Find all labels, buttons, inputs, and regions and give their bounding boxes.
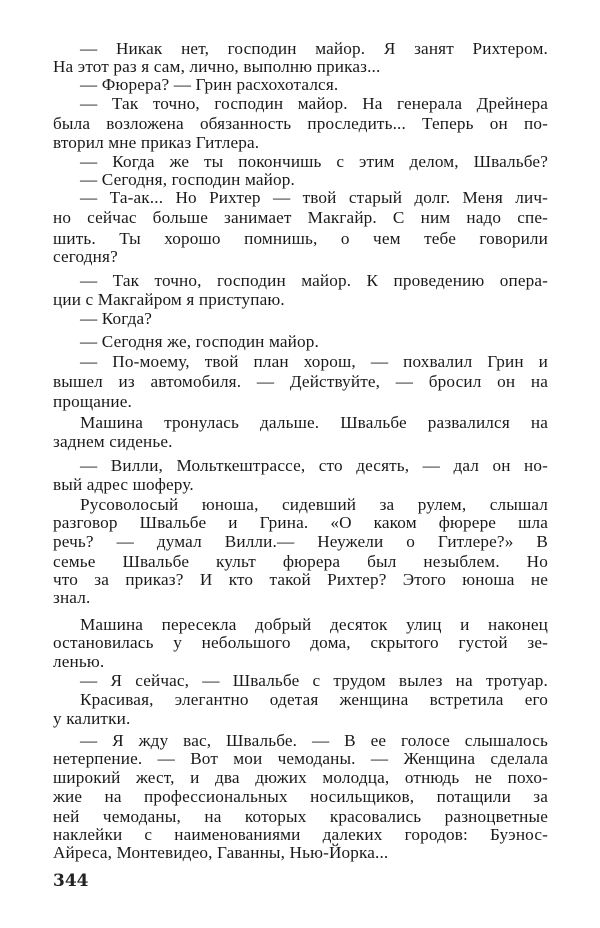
text-line: Айреса, Монтевидео, Гаванны, Нью-Йорка... [53,843,389,862]
text-line: ленью. [53,652,105,671]
text-line: у калитки. [53,709,131,728]
text-line: — Фюрера? — Грин расхохотался. [80,75,339,94]
text-line: На этот раз я сам, лично, выполню приказ... [53,57,381,76]
text-line: вышел из автомобиля. — Действуйте, — бросил он на [53,372,548,391]
text-line: вторил мне приказ Гитлера. [53,133,260,152]
text-line: знал. [53,588,91,607]
text-line: вый адрес шоферу. [53,475,194,494]
text-line: остановилась у небольшого дома, скрытого густой зе- [53,633,548,652]
text-line: сегодня? [53,247,118,266]
text-line: шить. Ты хорошо помнишь, о чем тебе говорили [53,229,548,248]
page-number: 344 [53,871,89,891]
text-line: — По-моему, твой план хорош, — похвалил Грин и [80,352,548,371]
text-line: ции с Макгайром я приступаю. [53,290,285,309]
text-line: жие на профессиональных носильщиков, потащили за [53,787,548,806]
text-line: — Я жду вас, Швальбе. — В ее голосе слышалось [80,731,548,750]
text-line: семье Швальбе культ фюрера был незыблем. Но [53,552,548,571]
text-line: — Сегодня, господин майор. [80,170,295,189]
text-line: ней чемоданы, на которых красовались разноцветные [53,807,548,826]
text-line: — Вилли, Мольткештрассе, сто десять, — дал он но- [80,456,548,475]
text-line: широкий жест, и два дюжих молодца, отнюдь не похо- [53,768,548,787]
text-line: — Та-ак... Но Рихтер — твой старый долг. Меня лич- [80,188,548,207]
text-line: Машина пересекла добрый десяток улиц и наконец [80,615,548,634]
text-line: наклейки с наименованиями далеких городов: Буэнос- [53,825,548,844]
text-line: нетерпение. — Вот мои чемоданы. — Женщина сделала [53,749,548,768]
text-line: — Так точно, господин майор. На генерала Дрейнера [80,94,548,113]
text-line: заднем сиденье. [53,432,173,451]
text-line: — Сегодня же, господин майор. [80,332,319,351]
text-line: Русоволосый юноша, сидевший за рулем, слышал [80,495,548,514]
text-line: была возложена обязанность проследить... Теперь он по- [53,114,548,133]
text-line: — Когда? [80,309,153,328]
text-line: прощание. [53,392,132,411]
text-line: разговор Швальбе и Грина. «О каком фюрере шла [53,513,548,532]
text-line: — Когда же ты покончишь с этим делом, Швальбе? [80,152,548,171]
text-line: но сейчас больше занимает Макгайр. С ним надо спе- [53,208,548,227]
text-line: — Так точно, господин майор. К проведению опера- [80,271,548,290]
text-line: что за приказ? И кто такой Рихтер? Этого юноша не [53,570,548,589]
text-line: Красивая, элегантно одетая женщина встретила его [80,690,548,709]
text-line: — Я сейчас, — Швальбе с трудом вылез на тротуар. [80,671,548,690]
text-line: Машина тронулась дальше. Швальбе развалился на [80,413,548,432]
text-line: — Никак нет, господин майор. Я занят Рихтером. [80,39,548,58]
text-line: речь? — думал Вилли.— Неужели о Гитлере?» В [53,532,548,551]
